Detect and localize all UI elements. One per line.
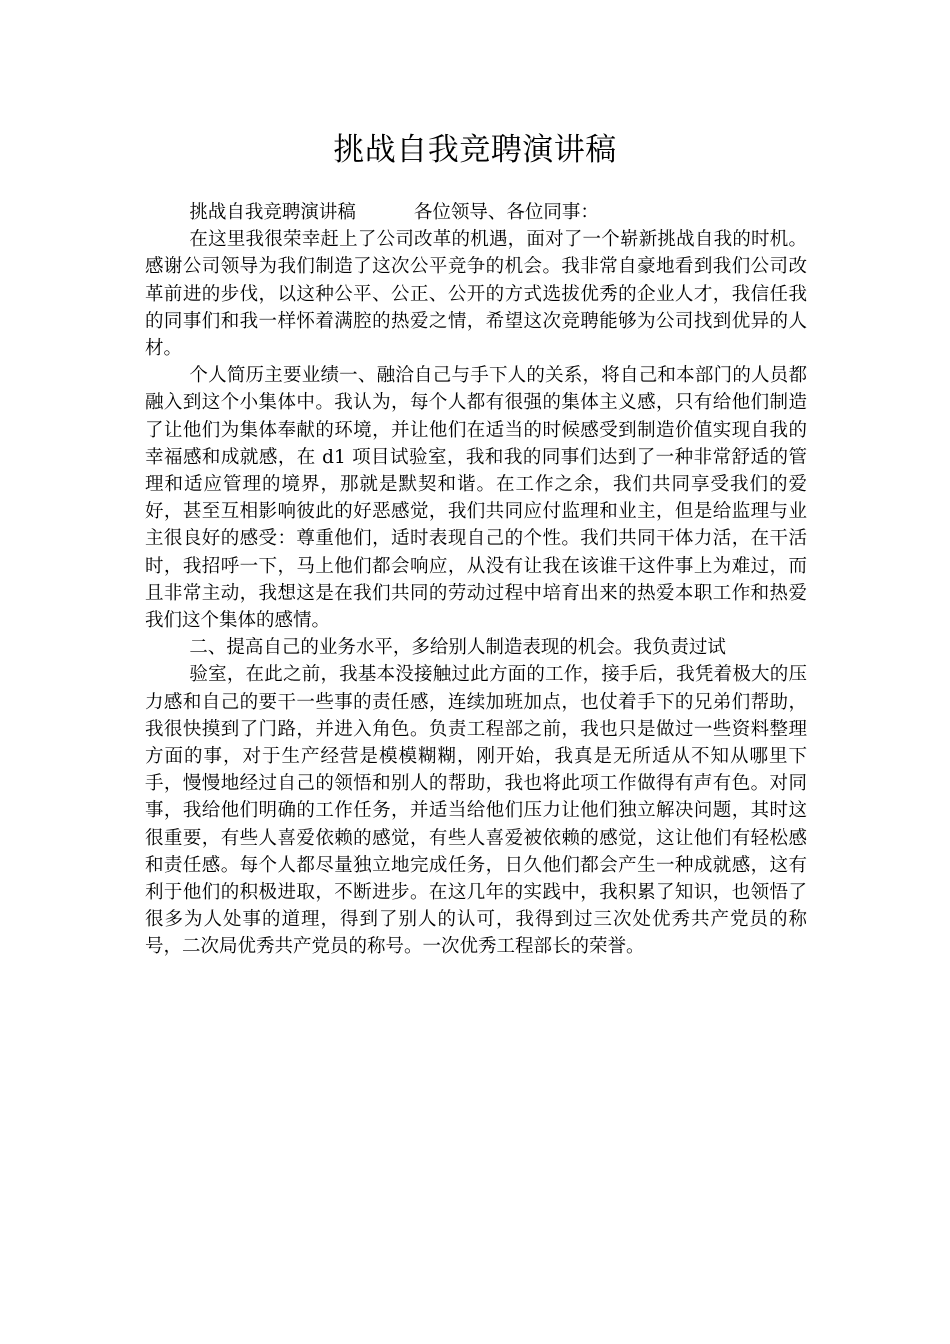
opening-title: 挑战自我竞聘演讲稿 <box>189 202 356 223</box>
document-body <box>145 199 807 961</box>
paragraph-intro: 在这里我很荣幸赶上了公司改革的机遇，面对了一个崭新挑战自我的时机。感谢公司领导为我们制造了这次公平竞争的机会。我非常自豪地看到我们公司改革前进的步伐，以这种公平、公正、公开的方式选拔优秀的企业人才，我信任我的同事们和我一样怀着满腔的热爱之情，希望这次竞聘能够为公司找到优异的人材。 <box>145 229 807 360</box>
opening-line <box>145 199 807 226</box>
salutation: 各位领导、各位同事： <box>413 202 599 223</box>
paragraph-achievement-two-heading: 二、提高自己的业务水平，多给别人制造表现的机会。我负责过试 <box>189 637 726 659</box>
paragraph-achievement-two-body: 验室，在此之前，我基本没接触过此方面的工作，接手后，我凭着极大的压力感和自己的要干一些事的责任感，连续加班加点，也仗着手下的兄弟们帮助，我很快摸到了门路，并进入角色。负责工程部之前，我也只是做过一些资料整理方面的事，对于生产经营是模模糊糊，刚开始，我真是无所适从不知从哪里下手，慢慢地经过自己的领悟和别人的帮助，我也将此项工作做得有声有色。对同事，我给他们明确的工作任务，并适当给他们压力让他们独立解决问题，其时这很重要，有些人喜爱依赖的感觉，有些人喜爱被依赖的感觉，这让他们有轻松感和责任感。每个人都尽量独立地完成任务，日久他们都会产生一种成就感，这有利于他们的积极进取，不断进步。在这几年的实践中，我积累了知识，也领悟了很多为人处事的道理，得到了别人的认可，我得到过三次处优秀共产党员的称号，二次局优秀共产党员的称号。一次优秀工程部长的荣誉。 <box>145 664 807 958</box>
document-title: 挑战自我竞聘演讲稿 <box>333 132 617 168</box>
paragraph-achievement-one: 个人简历主要业绩一、融洽自己与手下人的关系，将自己和本部门的人员都融入到这个小集体中。我认为，每个人都有很强的集体主义感，只有给他们制造了让他们为集体奉献的环境，并让他们在适当的时候感受到制造价值实现自我的幸福感和成就感，在 d1 项目试验室，我和我的同事们达到了一种非常舒适的管理和适应管理的境界，那就是默契和谐。在工作之余，我们共同享受我们的爱好，甚至互相影响彼此的好恶感觉，我们共同应付监理和业主，但是给监理与业主很良好的感受：尊重他们，适时表现自己的个性。我们共同干体力活，在干活时，我招呼一下，马上他们都会响应，从没有让我在该谁干这件事上为难过，而且非常主动，我想这是在我们共同的劳动过程中培育出来的热爱本职工作和热爱我们这个集体的感情。 <box>145 365 807 632</box>
